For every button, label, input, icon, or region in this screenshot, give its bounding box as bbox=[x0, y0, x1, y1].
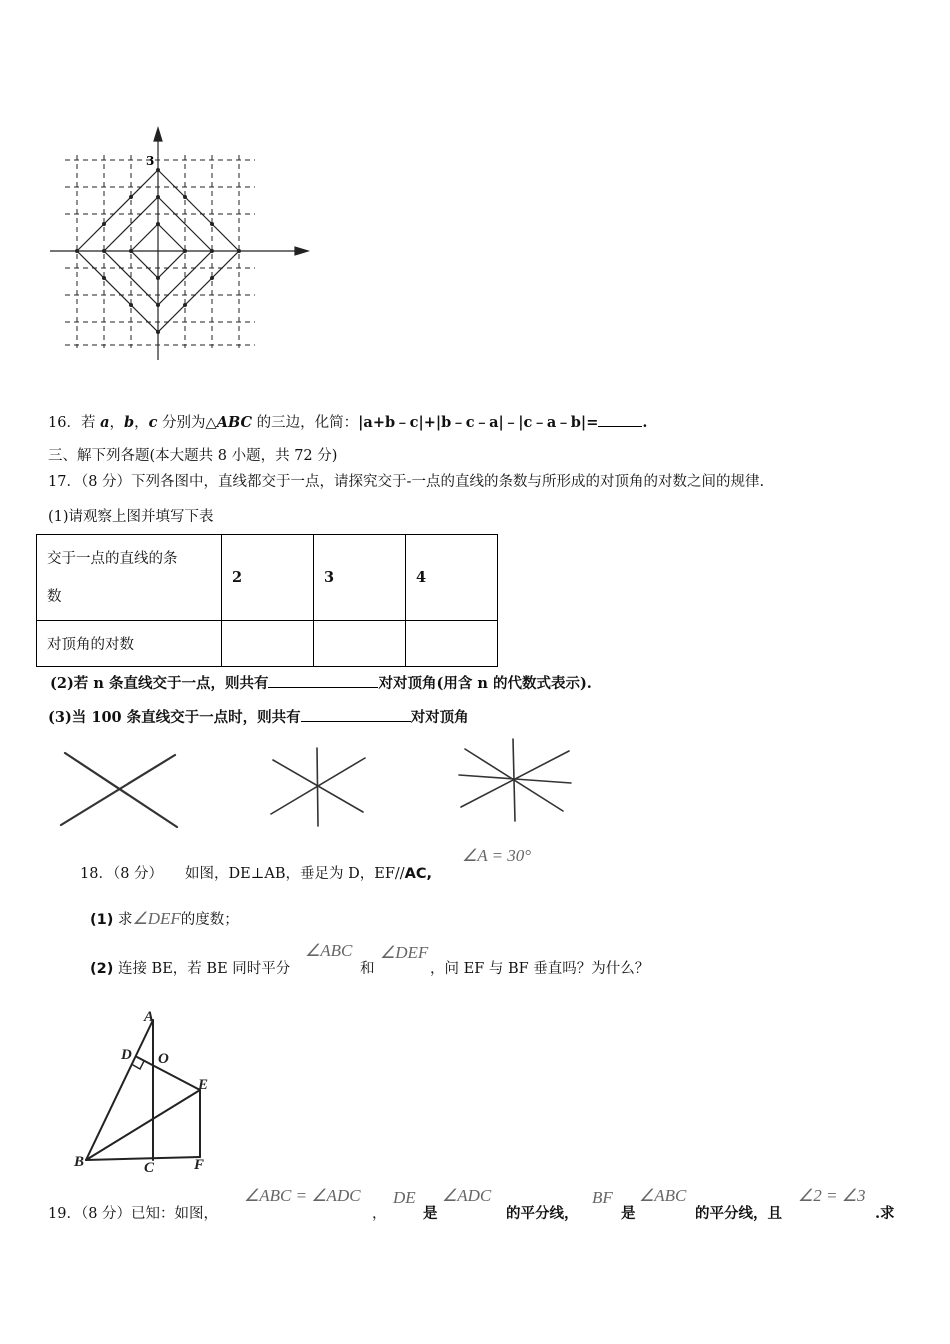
q18-part2-angle-def: ∠DEF bbox=[380, 943, 429, 962]
q17-part3-post: 对对顶角 bbox=[410, 709, 469, 726]
q17-table-cell-4: 4 bbox=[406, 535, 498, 621]
q18-angle-a: ∠A = 30° bbox=[462, 846, 532, 865]
lines-figure-3 bbox=[265, 742, 375, 832]
q17-part3-pre: (3)当 100 条直线交于一点时，则共有 bbox=[48, 709, 301, 726]
label-f: F bbox=[194, 1157, 205, 1173]
q18-part2-angle-abc: ∠ABC bbox=[305, 941, 353, 960]
q17-part2-post: 对对顶角(用含 n 的代数式表示). bbox=[378, 675, 592, 692]
q17-table-input-2[interactable] bbox=[222, 621, 314, 667]
q19-angle-equation: ∠ABC = ∠ADC bbox=[244, 1186, 361, 1205]
q17-text: 下列各图中，直线都交于一点，请探究交于-一点的直线的条数与所形成的对顶角的对数之间的规律. bbox=[131, 474, 765, 490]
q19-pre: 已知：如图， bbox=[131, 1206, 219, 1222]
q17-part2-pre: (2)若 n 条直线交于一点，则共有 bbox=[50, 675, 269, 692]
question-16 bbox=[48, 411, 647, 432]
q19-score: （8 分） bbox=[80, 1206, 132, 1222]
q17-number: 17． bbox=[48, 474, 81, 490]
q17-table-header-line1: 交于一点的直线的条 bbox=[47, 550, 178, 567]
label-c: C bbox=[144, 1160, 155, 1176]
diamond-grid-figure bbox=[40, 120, 320, 365]
q19-bisector-2: 的平分线，且 bbox=[695, 1205, 782, 1222]
label-b: B bbox=[74, 1154, 85, 1170]
q16-expression: |a+b﹣c|+|b﹣c﹣a|﹣|c﹣a﹣b|= bbox=[358, 414, 599, 431]
q17-table-input-4[interactable] bbox=[406, 621, 498, 667]
q18-score: （8 分） bbox=[112, 866, 164, 882]
q18-text: 如图，DE⊥AB，垂足为 D，EF// bbox=[185, 866, 405, 882]
q19-angle-2-3: ∠2 = ∠3 bbox=[798, 1186, 866, 1205]
q17-table-header-pairs: 对顶角的对数 bbox=[37, 621, 222, 667]
q17-part2 bbox=[50, 672, 592, 693]
q16-number: 16． bbox=[48, 415, 81, 431]
q16-var-b: b bbox=[123, 414, 135, 431]
label-d: D bbox=[121, 1047, 132, 1063]
q16-end: . bbox=[642, 414, 648, 431]
grid-label-3: 3 bbox=[146, 154, 155, 168]
q18-part2-label: (2) bbox=[90, 961, 114, 977]
q17-part3-blank[interactable] bbox=[301, 707, 411, 722]
q17-table-cell-3: 3 bbox=[314, 535, 406, 621]
q19-angle-abc: ∠ABC bbox=[639, 1186, 687, 1205]
q19-number: 19． bbox=[48, 1206, 81, 1222]
triangle-figure bbox=[70, 1005, 230, 1180]
question-17 bbox=[48, 470, 764, 491]
q16-post: 的三边，化简： bbox=[252, 415, 359, 431]
q18-part1-pre: 求 bbox=[117, 912, 133, 928]
label-a: A bbox=[144, 1009, 155, 1025]
q16-var-a: a bbox=[100, 414, 110, 431]
q16-answer-blank[interactable] bbox=[598, 412, 642, 427]
q18-part1-post: 的度数； bbox=[180, 912, 239, 928]
q18-part1 bbox=[90, 908, 239, 929]
q19-bf: BF bbox=[592, 1188, 613, 1207]
q17-table-header-line2: 数 bbox=[47, 588, 62, 605]
q19-bisector-1: 的平分线， bbox=[506, 1205, 579, 1222]
lines-figure-2 bbox=[55, 745, 185, 835]
q19-prefix bbox=[48, 1202, 218, 1223]
q16-sep1: ， bbox=[109, 415, 124, 431]
q18-number: 18． bbox=[80, 866, 113, 882]
q17-part1: (1)请观察上图并填写下表 bbox=[48, 509, 214, 525]
q18-part2-and: 和 bbox=[360, 961, 375, 977]
section-3-title: 三、解下列各题(本大题共 8 小题，共 72 分) bbox=[48, 448, 338, 464]
q17-table-cell-2: 2 bbox=[222, 535, 314, 621]
q18-part2-pre: 连接 BE，若 BE 同时平分 bbox=[117, 961, 291, 977]
q19-angle-adc: ∠ADC bbox=[442, 1186, 492, 1205]
q18-part2-post: ，问 EF 与 BF 垂直吗？为什么？ bbox=[430, 961, 650, 977]
q17-table-header-lines bbox=[37, 535, 222, 621]
q19-is-2: 是 bbox=[621, 1205, 636, 1222]
q17-table bbox=[36, 534, 498, 667]
q16-sep2: ， bbox=[134, 415, 149, 431]
q16-triangle-abc: ABC bbox=[216, 414, 253, 431]
q17-score: （8 分） bbox=[80, 474, 132, 490]
q18-part1-label: (1) bbox=[90, 912, 114, 928]
q18-part2 bbox=[90, 957, 290, 978]
q19-de: DE bbox=[393, 1188, 416, 1207]
q16-pre: 若 bbox=[80, 415, 101, 431]
question-18 bbox=[80, 862, 432, 883]
q17-table-input-3[interactable] bbox=[314, 621, 406, 667]
q19-end: .求 bbox=[875, 1205, 895, 1222]
q18-ac: AC, bbox=[404, 866, 433, 882]
q19-comma: ， bbox=[372, 1206, 387, 1222]
label-o: O bbox=[158, 1051, 169, 1067]
q17-part2-blank[interactable] bbox=[268, 673, 378, 688]
lines-figure-4 bbox=[455, 735, 580, 825]
q16-mid: 分别为△ bbox=[157, 415, 217, 431]
q19-is-1: 是 bbox=[423, 1205, 438, 1222]
q18-part1-angle: ∠DEF bbox=[132, 909, 181, 928]
q16-var-c: c bbox=[148, 414, 158, 431]
q17-part3 bbox=[48, 706, 469, 727]
label-e: E bbox=[198, 1077, 209, 1093]
